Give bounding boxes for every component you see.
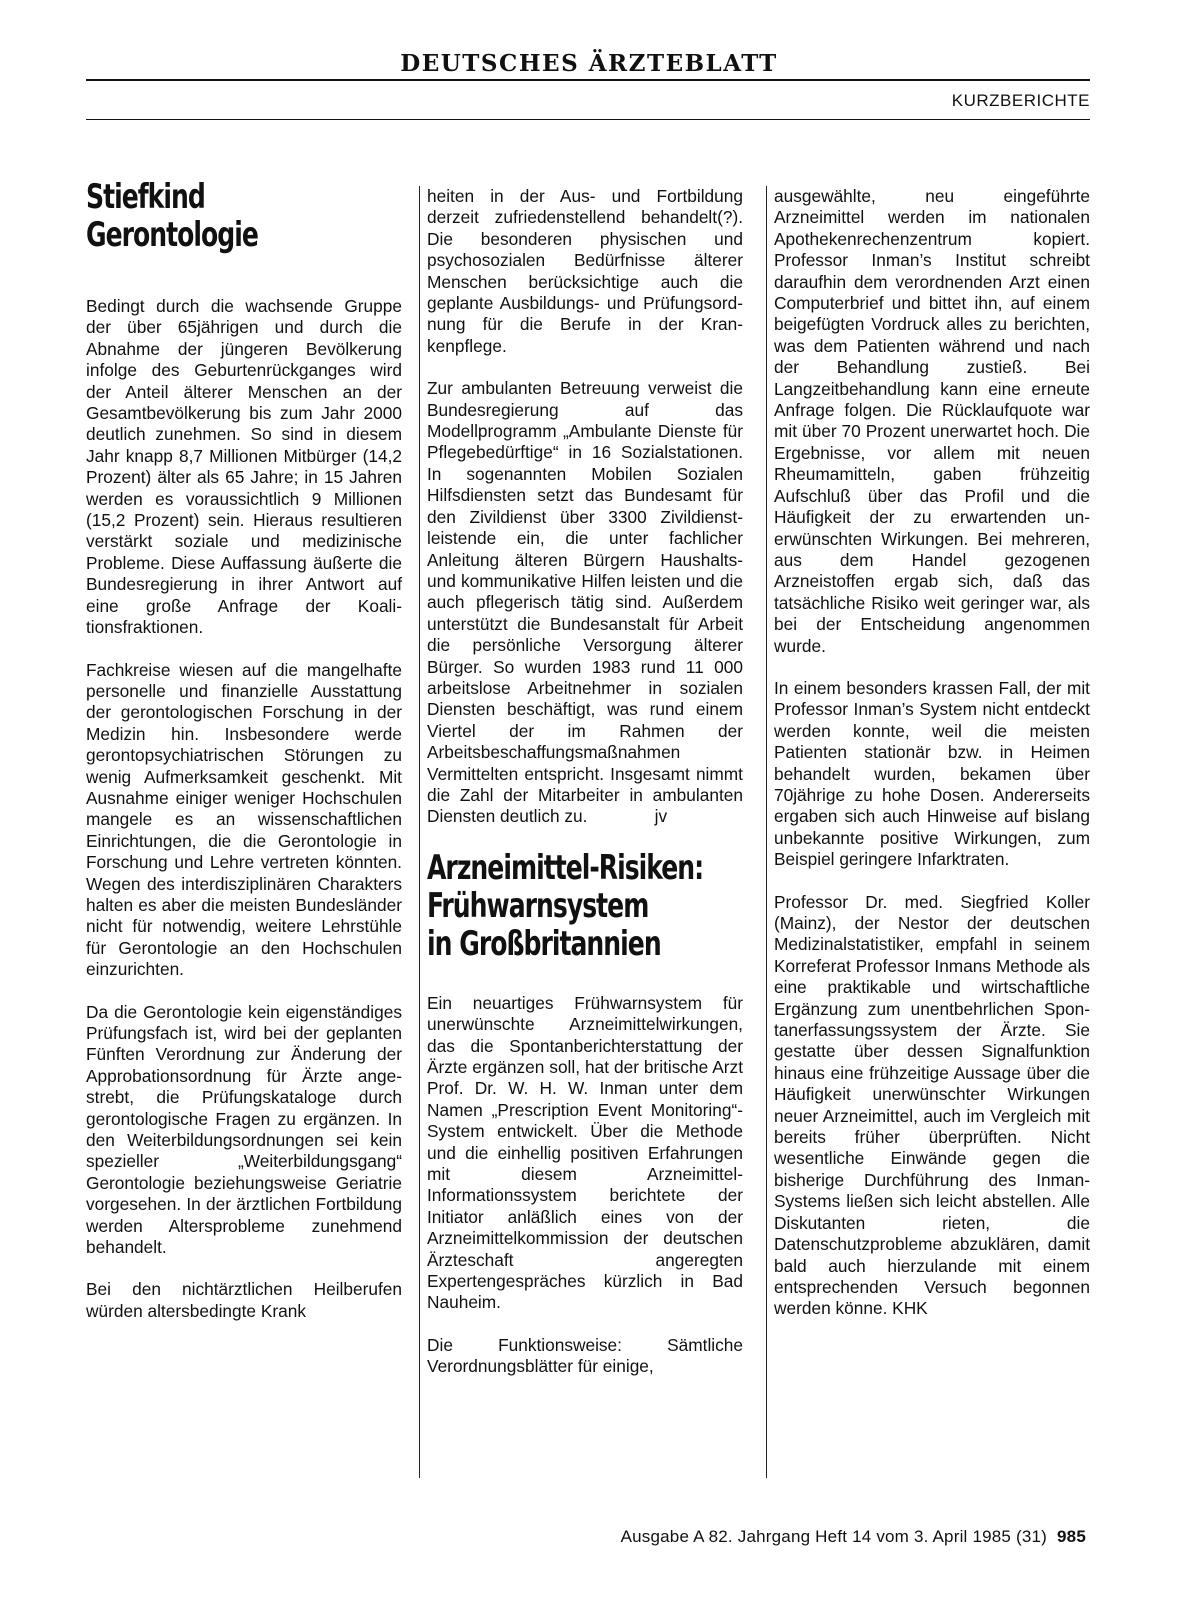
section-label: KURZBERICHTE	[951, 91, 1090, 110]
column-1	[86, 178, 402, 1322]
issue-info: Ausgabe A 82. Jahrgang Heft 14 vom 3. April 1985 (31)	[620, 1527, 1048, 1546]
headline-line: in Großbritannien	[427, 923, 661, 964]
paragraph-continued: Bei den nichtärztlichen Heilberufen würden altersbedingte Krank	[86, 1279, 402, 1321]
paragraph: In einem besonders krassen Fall, der mit Professor Inman’s System nicht entdeckt werden konnte, weil die meisten Patienten stationär bzw. in Heimen behandelt wurden, bekamen über 70jährige zu hohe Dosen. Andererseits ergaben sich auch Hinweise auf bislang unbekannte positive Wirkungen, zum Beispiel geringere Infarktraten.	[774, 677, 1090, 870]
column-rule-1	[419, 186, 420, 1478]
headline-line: Arzneimittel-Risiken:	[427, 847, 704, 888]
masthead-rule	[86, 79, 1090, 81]
headline-line: Stiefkind	[86, 177, 205, 217]
column-rule-2	[766, 186, 767, 1478]
column-3	[774, 186, 1090, 1320]
masthead: DEUTSCHES ÄRZTEBLATT	[400, 50, 778, 77]
headline-line: Gerontologie	[86, 215, 258, 255]
paragraph: Ein neuartiges Frühwarnsystem für unerwünschte Arzneimittelwirkungen, das die Spontanberichterstattung der Ärzte ergänzen soll, hat der britische Arzt Prof. Dr. W. H. W. Inman unter dem Namen „Prescription Event Monitoring“-System entwickelt. Über die Methode und die einhellig positiven Erfahrungen mit diesem Arzneimittel-Informationssystem berichtete der Initiator anläßlich eines von der Arzneimittelkommission der deutschen Ärzteschaft angeregten Expertengespräches kürzlich in Bad Nauheim.	[427, 992, 743, 1313]
paragraph: Zur ambulanten Betreuung verweist die Bundesregierung auf das Modellprogramm „Ambulante Dienste für Pflegebedürftige“ in 16 Sozialstationen. In sogenannten Mobilen Sozialen Hilfsdiensten setzt das Bundesamt für den Zivildienst über 3300 Zivildienstleistende ein, die unter fachlicher Anleitung älteren Bürgern Haushalts- und kommunikative Hilfen leisten und die auch pflegerisch tätig sind. Außerdem unterstützt die Bundesanstalt für Arbeit die persönliche Versorgung älterer Bürger. So wurden 1983 rund 11 000 arbeitslose Arbeitnehmer in sozialen Diensten beschäftigt, was rund einem Viertel der im Rahmen der Arbeitsbeschaffungsmaßnahmen Vermittelten entspricht. Insgesamt nimmt die Zahl der Mitarbeiter in ambulanten Diensten deutlich zu. jv	[427, 378, 743, 827]
column-2	[427, 186, 743, 1378]
headline-line: Frühwarnsystem	[427, 885, 649, 926]
article-2-headline	[427, 849, 739, 963]
page-number: 985	[1057, 1527, 1086, 1546]
paragraph: Bedingt durch die wachsende Gruppe der über 65jährigen und durch die Abnahme der jüngeren Bevölkerung infolge des Geburtenrückganges wird der Anteil älterer Menschen an der Gesamtbevölkerung bis zum Jahr 2000 deutlich zunehmen. So sind in diesem Jahr knapp 8,7 Millionen Mitbürger (14,2 Prozent) älter als 65 Jahre; in 15 Jahren werden es voraussichtlich 9 Millionen (15,2 Prozent) sein. Hieraus resultieren verstärkt soziale und medizinische Probleme. Diese Auffassung äußerte die Bundesregierung in ihrer Antwort auf eine große Anfrage der Koalitionsfraktionen.	[86, 296, 402, 638]
page-footer	[621, 1527, 1086, 1547]
paragraph: Fachkreise wiesen auf die mangelhafte personelle und finanzielle Ausstattung der gerontologischen Forschung in der Medizin hin. Insbesondere werde gerontopsychiatrischen Störungen zu wenig Aufmerksamkeit geschenkt. Mit Ausnahme einiger weniger Hochschulen mangele es an wissenschaftlichen Einrichtungen, die die Gerontologie in Forschung und Lehre vertreten könnten. Wegen des interdisziplinären Charakters halten es aber die meisten Bundesländer nicht für notwendig, weitere Lehrstühle für Gerontologie an den Hochschulen einzurichten.	[86, 659, 402, 980]
paragraph: Professor Dr. med. Siegfried Koller (Mainz), der Nestor der deutschen Medizinalstatistiker, empfahl in seinem Korreferat Professor Inmans Methode als eine praktikable und wirtschaftliche Ergänzung zum unentbehrlichen Spontanerfassungssystem der Ärzte. Sie gestatte über dessen Signalfunktion hinaus eine frühzeitige Aussage über die Häufigkeit unerwünschter Wirkungen neuer Arzneimittel, auch im Vergleich mit bereits früher überprüften. Nicht wesentliche Einwände gegen die bisherige Durchführung des Inman-Systems ließen sich leicht abstellen. Alle Diskutanten rieten, die Datenschutzprobleme abzuklären, damit bald auch hierzulande mit einem entsprechenden Versuch begonnen werden könne. KHK	[774, 891, 1091, 1319]
paragraph-continuation: heiten in der Aus- und Fortbildung derzeit zufriedenstellend behandelt(?). Die besonderen physischen und psychosozialen Bedürfnisse älterer Menschen berücksichtige auch die geplante Ausbildungs- und Prüfungsordnung für die Berufe in der Krankenpflege.	[427, 186, 743, 356]
section-rule	[86, 119, 1090, 120]
paragraph-continuation: ausgewählte, neu eingeführte Arzneimittel werden im nationalen Apothekenrechenzentrum kopiert. Professor Inman’s Institut schreibt daraufhin dem verordnenden Arzt einen Computerbrief und bittet ihn, auf einem beigefügten Vordruck alles zu berichten, was dem Patienten während und nach der Behandlung zustieß. Bei Langzeitbehandlung kann eine erneute Anfrage folgen. Die Rücklaufquote war mit über 70 Prozent unerwartet hoch. Die Ergebnisse, vor allem mit neuen Rheumamitteln, gaben frühzeitig Aufschluß über das Profil und die Häufigkeit der zu erwartenden unerwünschten Wirkungen. Bei mehreren, aus dem Handel gezogenen Arzneistoffen ergab sich, daß das tatsächliche Risiko weit geringer war, als bei der Entscheidung angenommen wurde.	[774, 186, 1090, 656]
paragraph: Da die Gerontologie kein eigenständiges Prüfungsfach ist, wird bei der geplanten Fünften Verordnung zur Änderung der Approbationsordnung für Ärzte angestrebt, die Prüfungskataloge durch gerontologische Fragen zu ergänzen. In den Weiterbildungsordnungen sei kein spezieller „Weiterbildungsgang“ Gerontologie beziehungsweise Geriatrie vorgesehen. In der ärztlichen Fortbildung werden Altersprobleme zunehmend behandelt.	[86, 1001, 402, 1258]
article-1-headline	[86, 178, 398, 254]
paragraph-continued: Die Funktionsweise: Sämtliche Verordnungsblätter für einige,	[427, 1334, 743, 1377]
